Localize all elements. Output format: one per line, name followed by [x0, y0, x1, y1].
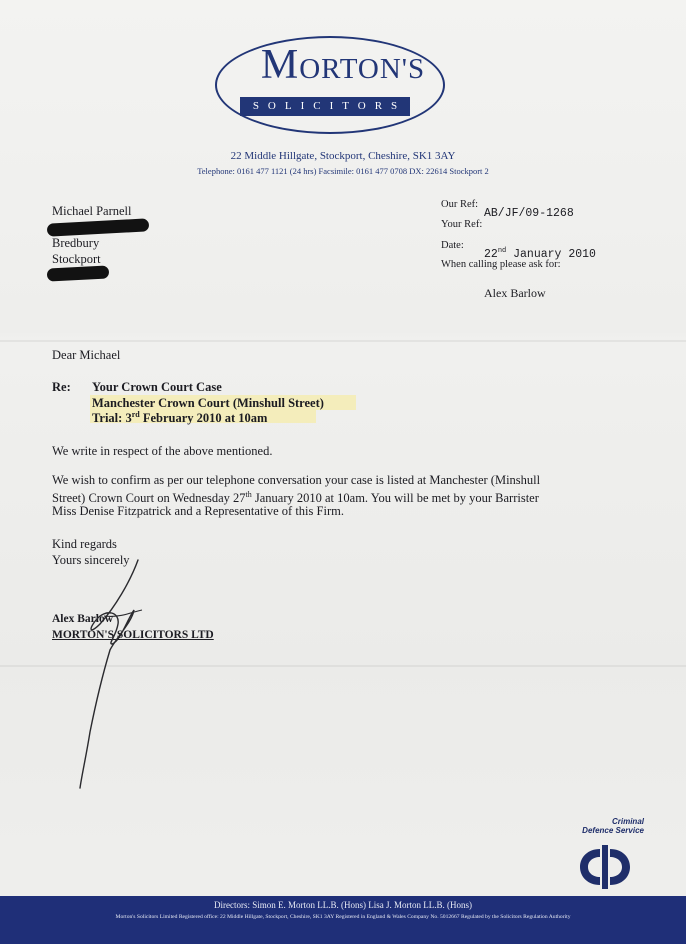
calling-label: When calling please ask for: — [441, 259, 561, 270]
paragraph-fragment: Street) Crown Court on Wednesday 27 — [52, 491, 246, 506]
footer-registered-office: Morton's Solicitors Limited Registered office: 22 Middle Hillgate, Stockport, Cheshire, SK1 3AY Registered in England & Wales Company No. 5012667 Regulated by the Solicitors Regulation Authority — [115, 914, 571, 920]
handwritten-signature — [60, 552, 170, 792]
recipient-town: Bredbury — [52, 236, 100, 250]
firm-contact: Telephone: 0161 477 1121 (24 hrs) Facsimile: 0161 477 0708 DX: 22614 Stockport 2 — [197, 166, 489, 176]
re-line-trial — [92, 410, 267, 426]
logo-firm-name — [0, 41, 686, 89]
recipient-city: Stockport — [52, 252, 101, 266]
paragraph-line: We wish to confirm as per our telephone conversation your case is listed at Manchester (Minshull — [52, 473, 541, 487]
date-day: 22 — [484, 247, 498, 261]
recipient-name: Michael Parnell — [52, 204, 132, 218]
cds-line-2: Defence Service — [582, 826, 644, 835]
firm-address: 22 Middle Hillgate, Stockport, Cheshire, SK1 3AY — [230, 150, 456, 162]
logo-solicitors-band: SOLICITORS — [240, 97, 410, 116]
logo-name-rest: ORTON'S — [299, 53, 426, 85]
paragraph-line: Miss Denise Fitzpatrick and a Representative of this Firm. — [52, 504, 344, 518]
re-line-court: Manchester Crown Court (Minshull Street) — [92, 396, 324, 410]
trial-suffix: rd — [131, 410, 140, 419]
date-month-year: January 2010 — [513, 247, 596, 261]
paragraph-intro: We write in respect of the above mentioned. — [52, 444, 273, 458]
our-ref-label: Our Ref: — [441, 199, 479, 210]
paragraph-fragment: January 2010 at 10am. You will be met by your Barrister — [251, 491, 539, 506]
cds-emblem-icon — [576, 843, 634, 891]
firm-signature-line: MORTON'S SOLICITORS LTD — [52, 629, 214, 641]
date-suffix: nd — [497, 247, 507, 255]
salutation: Dear Michael — [52, 348, 121, 362]
re-label: Re: — [52, 380, 71, 394]
footer-directors: Directors: Simon E. Morton LL.B. (Hons) Lisa J. Morton LL.B. (Hons) — [214, 900, 472, 910]
your-ref-label: Your Ref: — [441, 219, 483, 230]
paragraph-suffix: th — [245, 490, 252, 499]
contact-person: Alex Barlow — [484, 286, 546, 300]
trial-date: February 2010 at 10am — [139, 411, 268, 426]
paper-fold — [0, 340, 686, 342]
re-line-case: Your Crown Court Case — [92, 380, 222, 394]
cds-logo-text — [564, 817, 644, 835]
closing-sincerely: Yours sincerely — [52, 553, 130, 567]
signatory-name: Alex Barlow — [52, 613, 114, 625]
cds-line-1: Criminal — [611, 817, 644, 826]
date-label: Date: — [441, 240, 464, 251]
trial-prefix: Trial: 3 — [92, 411, 132, 426]
logo-initial: M — [260, 42, 300, 88]
closing-regards: Kind regards — [52, 537, 117, 551]
footer-band — [0, 896, 686, 944]
our-ref-value: AB/JF/09-1268 — [484, 207, 574, 220]
